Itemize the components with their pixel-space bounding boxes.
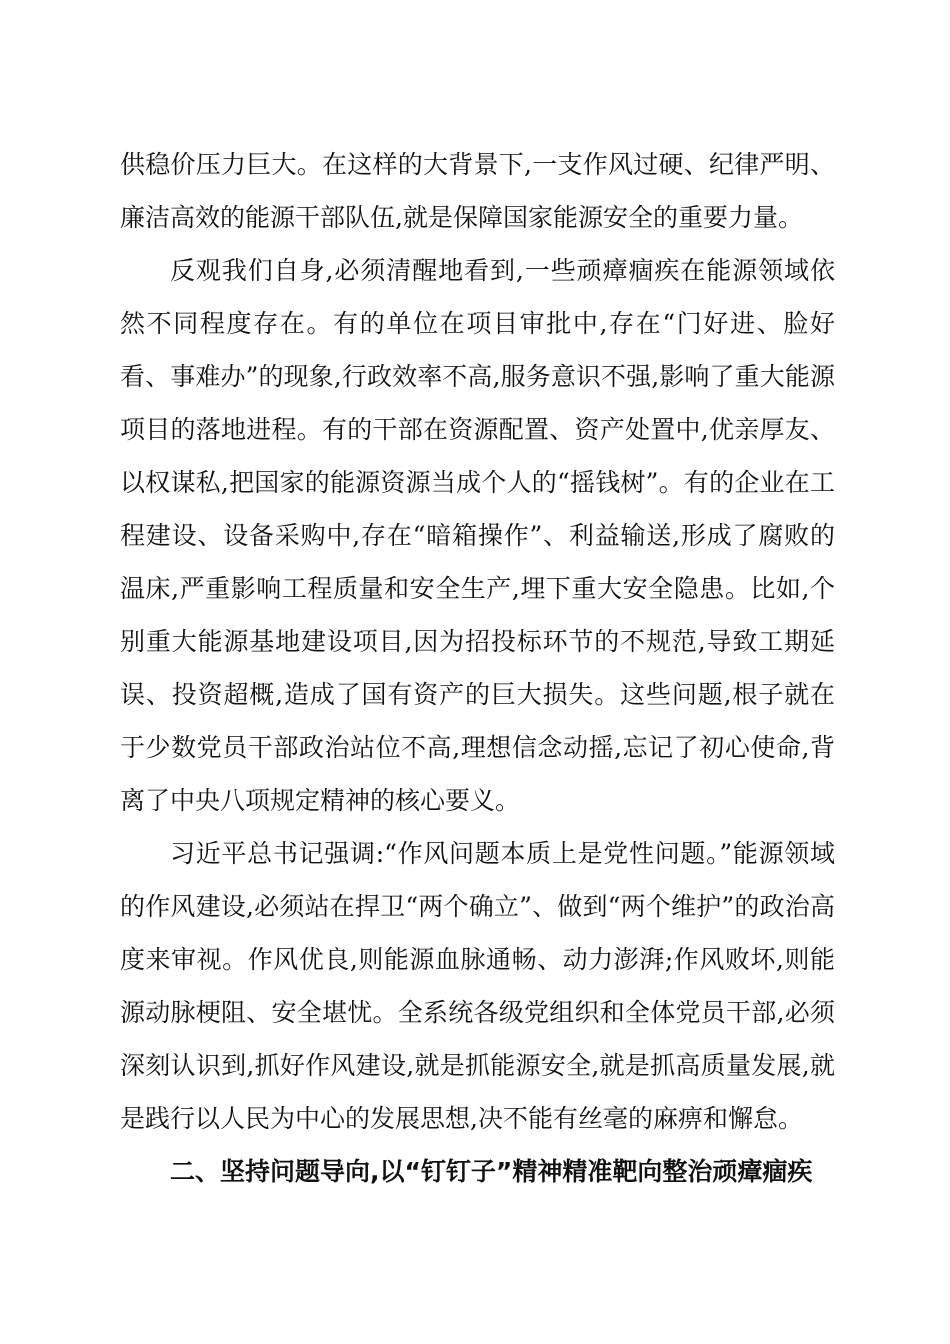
- section-heading: 二、坚持问题导向,以“钉钉子”精神精准靶向整治顽瘴痼疾: [170, 1157, 813, 1186]
- paragraph-problems: 反观我们自身,必须清醒地看到,一些顽瘴痼疾在能源领域依然不同程度存在。有的单位在项目审批中,存在“门好进、脸好看、事难办”的现象,行政效率不高,服务意识不强,影响了重大能源项目的落地进程。有的干部在资源配置、资产处置中,优亲厚友、以权谋私,把国家的能源资源当成个人的“摇钱树”。有的企业在工程建设、设备采购中,存在“暗箱操作”、利益输送,形成了腐败的温床,严重影响工程质量和安全生产,埋下重大安全隐患。比如,个别重大能源基地建设项目,因为招投标环节的不规范,导致工期延误、投资超概,造成了国有资产的巨大损失。这些问题,根子就在于少数党员干部政治站位不高,理想信念动摇,忘记了初心使命,背离了中央八项规定精神的核心要义。: [120, 256, 835, 815]
- document-body: [120, 138, 835, 1198]
- paragraph-xi-quote: 习近平总书记强调:“作风问题本质上是党性问题。”能源领域的作风建设,必须站在捍卫“两个确立”、做到“两个维护”的政治高度来审视。作风优良,则能源血脉通畅、动力澎湃;作风败坏,则能源动脉梗阻、安全堪忧。全系统各级党组织和全体党员干部,必须深刻认识到,抓好作风建设,就是抓能源安全,就是抓高质量发展,就是践行以人民为中心的发展思想,决不能有丝毫的麻痹和懈怠。: [120, 839, 835, 1133]
- paragraph-continuation: 供稳价压力巨大。在这样的大背景下,一支作风过硬、纪律严明、廉洁高效的能源干部队伍,就是保障国家能源安全的重要力量。: [120, 150, 835, 232]
